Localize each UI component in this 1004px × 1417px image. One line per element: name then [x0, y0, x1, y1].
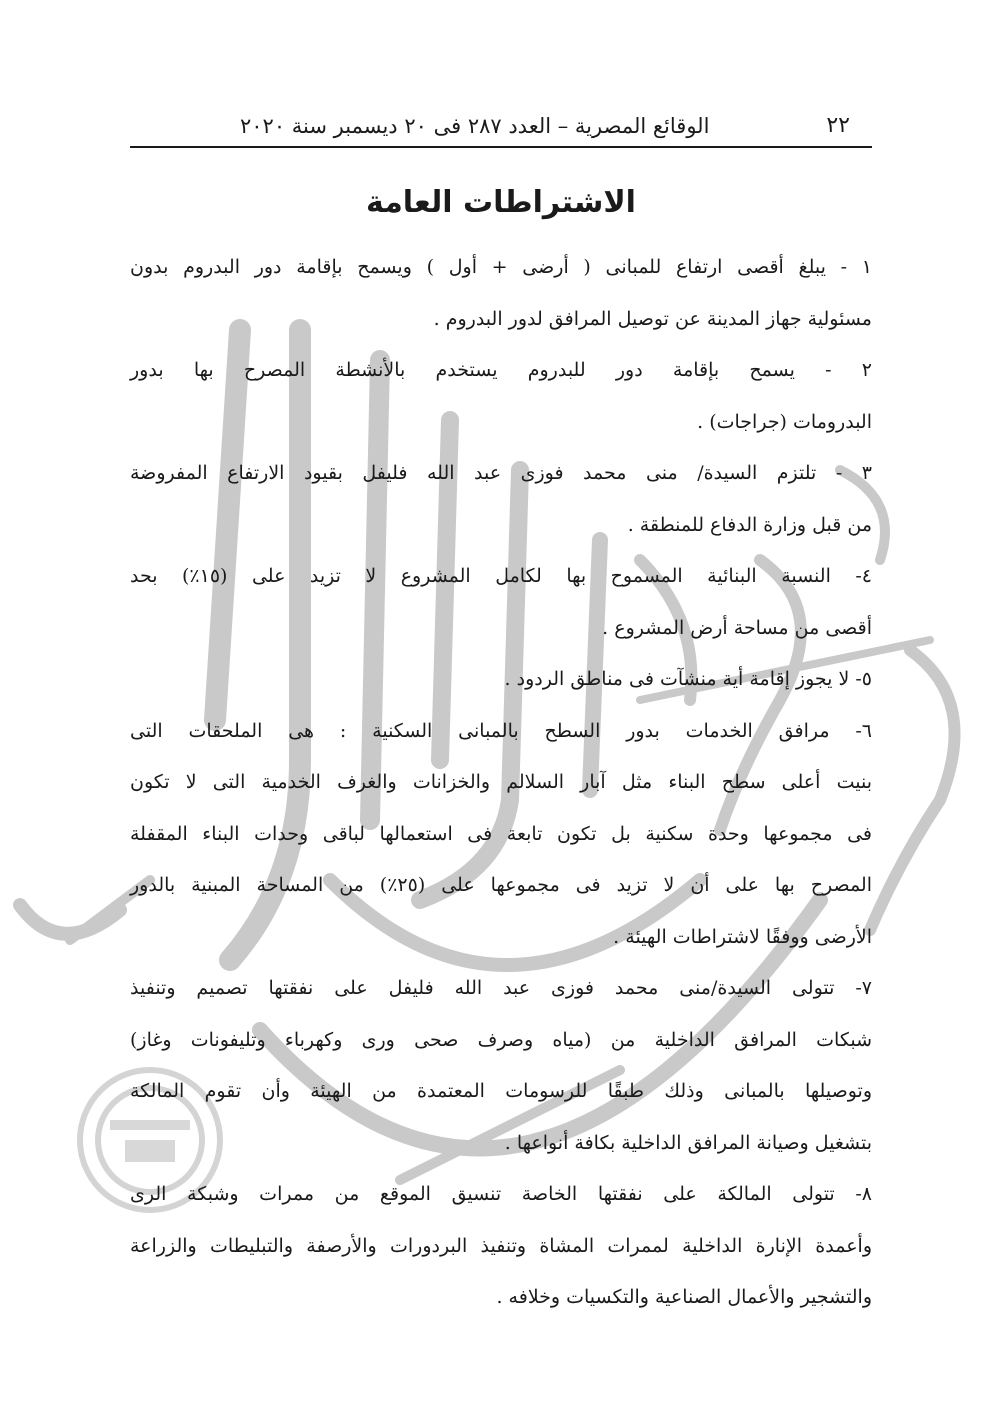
clause-line: مسئولية جهاز المدينة عن توصيل المرافق لدور البدروم . — [433, 307, 872, 330]
clause-line: شبكات المرافق الداخلية من (مياه وصرف صحى ورى وكهرباء وتليفونات وغاز) — [130, 1028, 872, 1051]
clause-line: ٥- لا يجوز إقامة أية منشآت فى مناطق الردود . — [504, 668, 872, 690]
clauses-list — [130, 242, 872, 1324]
clause-line: ٢ - يسمح بإقامة دور للبدروم يستخدم بالأنشطة المصرح بها بدور — [130, 359, 872, 381]
clause — [130, 654, 872, 706]
clause-line: أقصى من مساحة أرض المشروع . — [602, 616, 872, 639]
clause-line: البدرومات (جراجات) . — [697, 410, 872, 433]
clause-line: ٤- النسبة البنائية المسموح بها لكامل المشروع لا تزيد على (١٥٪) بحد — [130, 565, 872, 587]
clause-line: بنيت أعلى سطح البناء مثل آبار السلالم والخزانات والغرف الخدمية التى لا تكون — [130, 771, 872, 793]
section-title: الاشتراطات العامة — [366, 185, 636, 220]
clause-line: ٦- مرافق الخدمات بدور السطح بالمبانى السكنية : هى الملحقات التى — [130, 719, 872, 742]
clause-line: والتشجير والأعمال الصناعية والتكسيات وخلافه . — [496, 1286, 872, 1308]
clause-line: ٣ - تلتزم السيدة/ منى محمد فوزى عبد الله فليفل بقيود الارتفاع المفروضة — [130, 462, 872, 484]
page-number: ٢٢ — [826, 113, 850, 138]
clause-line: فى مجموعها وحدة سكنية بل تكون تابعة فى استعمالها لباقى وحدات البناء المقفلة — [130, 822, 872, 845]
clause-line: الأرضى ووفقًا لاشتراطات الهيئة . — [613, 925, 872, 948]
clause — [130, 242, 872, 345]
clause — [130, 706, 872, 964]
clause — [130, 963, 872, 1169]
clause — [130, 551, 872, 654]
running-title: الوقائع المصرية – العدد ٢٨٧ فى ٢٠ ديسمبر سنة ٢٠٢٠ — [240, 114, 710, 138]
clause-line: من قبل وزارة الدفاع للمنطقة . — [627, 513, 872, 536]
page-header — [130, 108, 872, 148]
clause-line: ١ - يبلغ أقصى ارتفاع للمبانى ( أرضى + أول ) ويسمح بإقامة دور البدروم بدون — [130, 256, 872, 278]
clause-line: بتشغيل وصيانة المرافق الداخلية بكافة أنواعها . — [504, 1131, 872, 1154]
clause — [130, 448, 872, 551]
clause — [130, 345, 872, 448]
clause-line: وأعمدة الإنارة الداخلية لممرات المشاة وتنفيذ البردورات والأرصفة والتبليطات والزراعة — [130, 1234, 872, 1257]
clause-line: وتوصيلها بالمبانى وذلك طبقًا للرسومات المعتمدة من الهيئة وأن تقوم المالكة — [130, 1080, 872, 1102]
clause-line: ٧- تتولى السيدة/منى محمد فوزى عبد الله فليفل على نفقتها تصميم وتنفيذ — [130, 977, 872, 999]
clause-line: ٨- تتولى المالكة على نفقتها الخاصة تنسيق الموقع من ممرات وشبكة الرى — [130, 1183, 872, 1205]
gazette-page — [130, 108, 872, 1324]
clause-line: المصرح بها على أن لا تزيد فى مجموعها على (٢٥٪) من المساحة المبنية بالدور — [130, 874, 872, 896]
clause — [130, 1169, 872, 1324]
